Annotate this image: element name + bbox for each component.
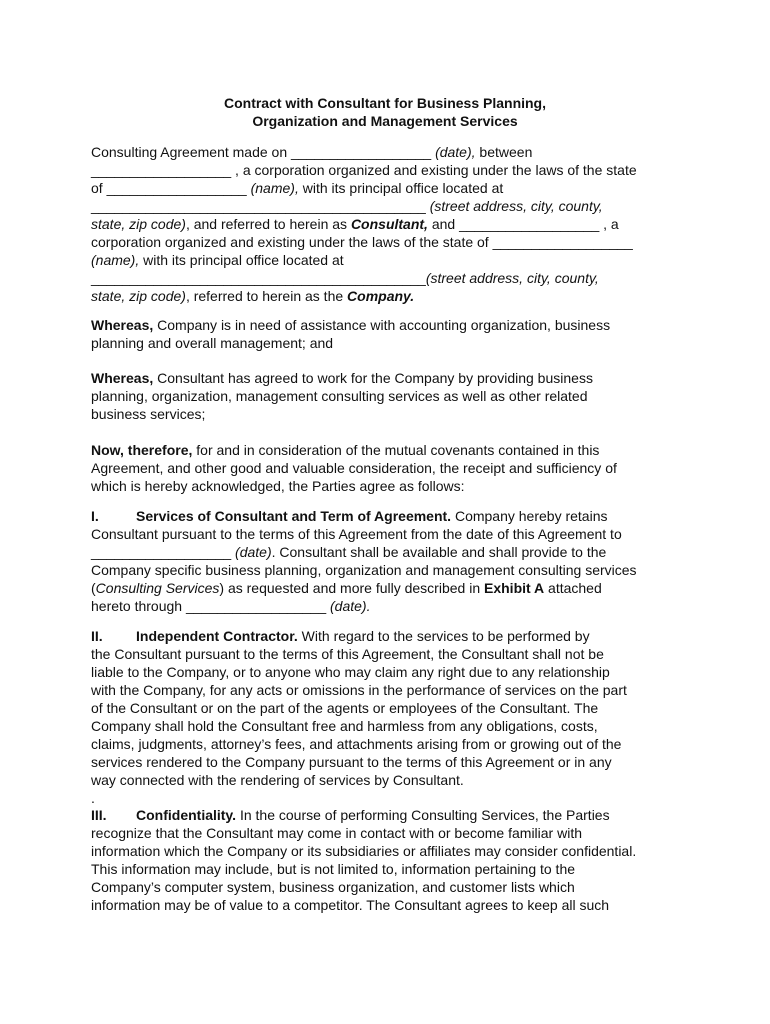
intro-paragraph: Consulting Agreement made on __________________ (date), between __________________ , a corporation organized and existing under the laws of the state of __________________ (name), with its principal office located at ___________________________________________ (street address, city, county, state, zip code), and referred to herein as Consultant, and __________________ , a corporation organized and existing under the laws of the state of __________________ (name), with its principal office located at ___________________________________________(street address, city, county, state, zip code), referred to herein as the Company. xyxy=(91,144,637,304)
section-1-number: I. xyxy=(91,508,99,524)
document-title xyxy=(0,94,770,130)
section-2-number: II. xyxy=(91,628,103,644)
company-term: Company. xyxy=(347,288,415,304)
section-1-services: I. Services of Consultant and Term of Agreement. Company hereby retains Consultant pursuant to the terms of this Agreement from the date of this Agreement to __________________ (date). Consultant shall be available and shall provide to the Company specific business planning, organization and management consulting services (Consulting Services) as requested and more fully described in Exhibit A attached hereto through __________________ (date). xyxy=(91,508,637,614)
consultant-term: Consultant, xyxy=(350,216,428,232)
section-1-heading: Services of Consultant and Term of Agreement. xyxy=(136,508,452,524)
whereas-paragraph-1: Whereas, Company is in need of assistance with accounting organization, business planning and overall management; and xyxy=(91,317,611,351)
section-2-heading: Independent Contractor. xyxy=(136,628,298,644)
now-therefore-paragraph: Now, therefore, for and in consideration of the mutual covenants contained in this Agreement, and other good and valuable consideration, the receipt and sufficiency of which is hereby acknowledged, the Parties agree as follows: xyxy=(91,442,617,494)
exhibit-a-reference: Exhibit A xyxy=(484,580,545,596)
section-3-heading: Confidentiality. xyxy=(136,807,237,823)
section-2-independent-contractor: II. Independent Contractor. With regard to the services to be performed by the Consultant pursuant to the terms of this Agreement, the Consultant shall not be liable to the Company, or to anyone who may claim any right due to any relationship with the Company, for any acts or omissions in the performance of services on the part of the Consultant or on the part of the agents or employees of the Consultant. The Company shall hold the Consultant free and harmless from any obligations, costs, claims, judgments, attorney’s fees, and attachments arising from or growing out of the services rendered to the Company pursuant to the terms of this Agreement or in any way connected with the rendering of services by Consultant. . xyxy=(91,628,627,806)
section-3-confidentiality: III. Confidentiality. In the course of performing Consulting Services, the Parties recognize that the Consultant may come in contact with or become familiar with information which the Company or its subsidiaries or affiliates may consider confidential. This information may include, but is not limited to, information pertaining to the Company’s computer system, business organization, and customer lists which information may be of value to a competitor. The Consultant agrees to keep all such xyxy=(91,807,637,913)
title-line-2: Organization and Management Services xyxy=(252,113,518,129)
section-3-number: III. xyxy=(91,807,107,823)
whereas-paragraph-2: Whereas, Consultant has agreed to work for the Company by providing business planning, organization, management consulting services as well as other related business services; xyxy=(91,370,593,422)
title-line-1: Contract with Consultant for Business Planning, xyxy=(223,95,546,111)
